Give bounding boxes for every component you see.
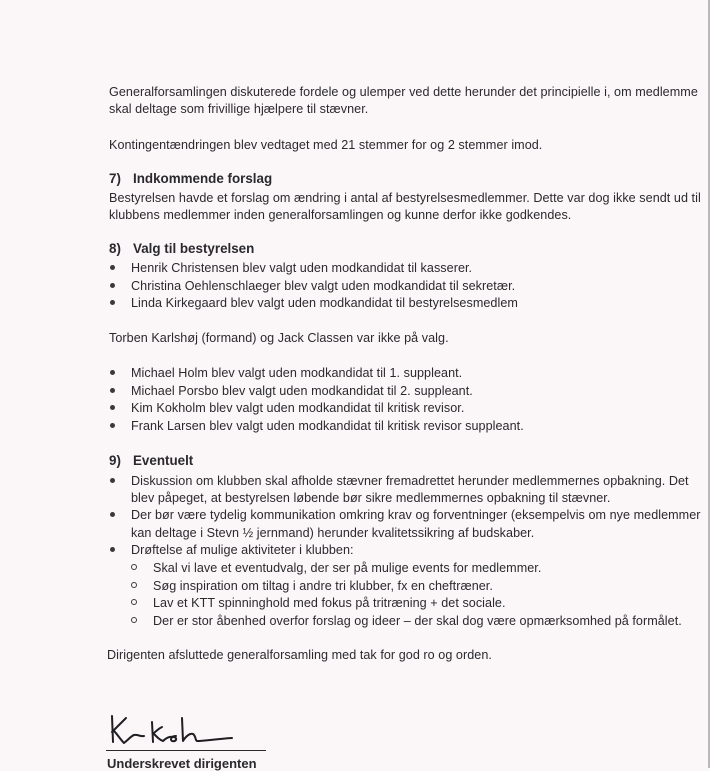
bullet-dot bbox=[110, 388, 115, 393]
bullet-dot bbox=[110, 283, 115, 288]
bullet-dot bbox=[110, 423, 115, 428]
board-item-1: Henrik Christensen blev valgt uden modkandidat til kasserer. bbox=[131, 261, 473, 275]
closing-statement: Dirigenten afsluttede generalforsamling med tak for god ro og orden. bbox=[107, 648, 492, 662]
activity-4: Der er stor åbenhed overfor forslag og ideer – der skal dog være opmærksomhed på formålet. bbox=[153, 614, 682, 628]
section-9-title: Eventuelt bbox=[133, 453, 194, 468]
bullet-dot bbox=[110, 265, 115, 270]
signature-caption: Underskrevet dirigenten bbox=[107, 756, 257, 771]
section-7-line-1: Bestyrelsen havde et forslag om ændring i antal af bestyrelsesmedlemmer. Dette var dog ikke sendt ud til bbox=[109, 191, 701, 205]
not-up-for-election: Torben Karlshøj (formand) og Jack Classen var ikke på valg. bbox=[109, 331, 449, 345]
section-9-heading bbox=[109, 452, 193, 469]
bullet-dot bbox=[110, 478, 115, 483]
section-9-number: 9) bbox=[109, 453, 121, 468]
board-item-2: Christina Oehlenschlaeger blev valgt uden modkandidat til sekretær. bbox=[131, 279, 516, 293]
section-7-heading bbox=[109, 170, 272, 187]
vote-result: Kontingentændringen blev vedtaget med 21 stemmer for og 2 stemmer imod. bbox=[109, 138, 543, 152]
other-item-3: Kim Kokholm blev valgt uden modkandidat til kritisk revisor. bbox=[131, 401, 465, 415]
activity-2: Søg inspiration om tiltag i andre tri klubber, fx en cheftræner. bbox=[153, 579, 493, 593]
sub-bullet-circle bbox=[131, 582, 137, 588]
eventuelt-2-line-2: kan deltage i Stevn ½ jernmand) herunder kvalitetssikring af budskaber. bbox=[131, 526, 535, 540]
section-7-number: 7) bbox=[109, 171, 121, 186]
sub-bullet-circle bbox=[131, 599, 137, 605]
other-item-2: Michael Porsbo blev valgt uden modkandidat til 2. suppleant. bbox=[131, 384, 473, 398]
intro-line-2: skal deltage som frivillige hjælpere til stævner. bbox=[109, 102, 369, 116]
bullet-dot bbox=[110, 512, 115, 517]
eventuelt-3: Drøftelse af mulige aktiviteter i klubben: bbox=[131, 543, 354, 557]
section-8-number: 8) bbox=[109, 241, 121, 256]
bullet-dot bbox=[110, 405, 115, 410]
board-item-3: Linda Kirkegaard blev valgt uden modkandidat til bestyrelsesmedlem bbox=[131, 296, 518, 310]
section-8-heading bbox=[109, 240, 254, 257]
bullet-dot bbox=[110, 370, 115, 375]
bullet-dot bbox=[110, 547, 115, 552]
activity-1: Skal vi lave et eventudvalg, der ser på mulige events for medlemmer. bbox=[153, 561, 542, 575]
eventuelt-2-line-1: Der bør være tydelig kommunikation omkring krav og forventninger (eksempelvis om nye medlemmer bbox=[131, 508, 701, 522]
eventuelt-1-line-1: Diskussion om klubben skal afholde stævner fremadrettet herunder medlemmernes opbakning. Det bbox=[131, 474, 689, 488]
section-7-line-2: klubbens medlemmer inden generalforsamlingen og kunne derfor ikke godkendes. bbox=[109, 208, 572, 222]
handwritten-signature bbox=[104, 712, 244, 748]
other-item-1: Michael Holm blev valgt uden modkandidat til 1. suppleant. bbox=[131, 366, 463, 380]
section-7-title: Indkommende forslag bbox=[133, 171, 273, 186]
other-item-4: Frank Larsen blev valgt uden modkandidat til kritisk revisor suppleant. bbox=[131, 419, 524, 433]
sub-bullet-circle bbox=[131, 564, 137, 570]
sub-bullet-circle bbox=[131, 617, 137, 623]
section-8-title: Valg til bestyrelsen bbox=[133, 241, 255, 256]
eventuelt-1-line-2: blev påpeget, at bestyrelsen løbende bør sikre medlemmernes opbakning til stævner. bbox=[131, 491, 611, 505]
signature-line bbox=[106, 750, 266, 751]
activity-3: Lav et KTT spinninghold med fokus på tritræning + det sociale. bbox=[153, 596, 506, 610]
intro-line-1: Generalforsamlingen diskuterede fordele og ulemper ved dette herunder det principielle i, om medlemme bbox=[109, 85, 698, 99]
bullet-dot bbox=[110, 300, 115, 305]
